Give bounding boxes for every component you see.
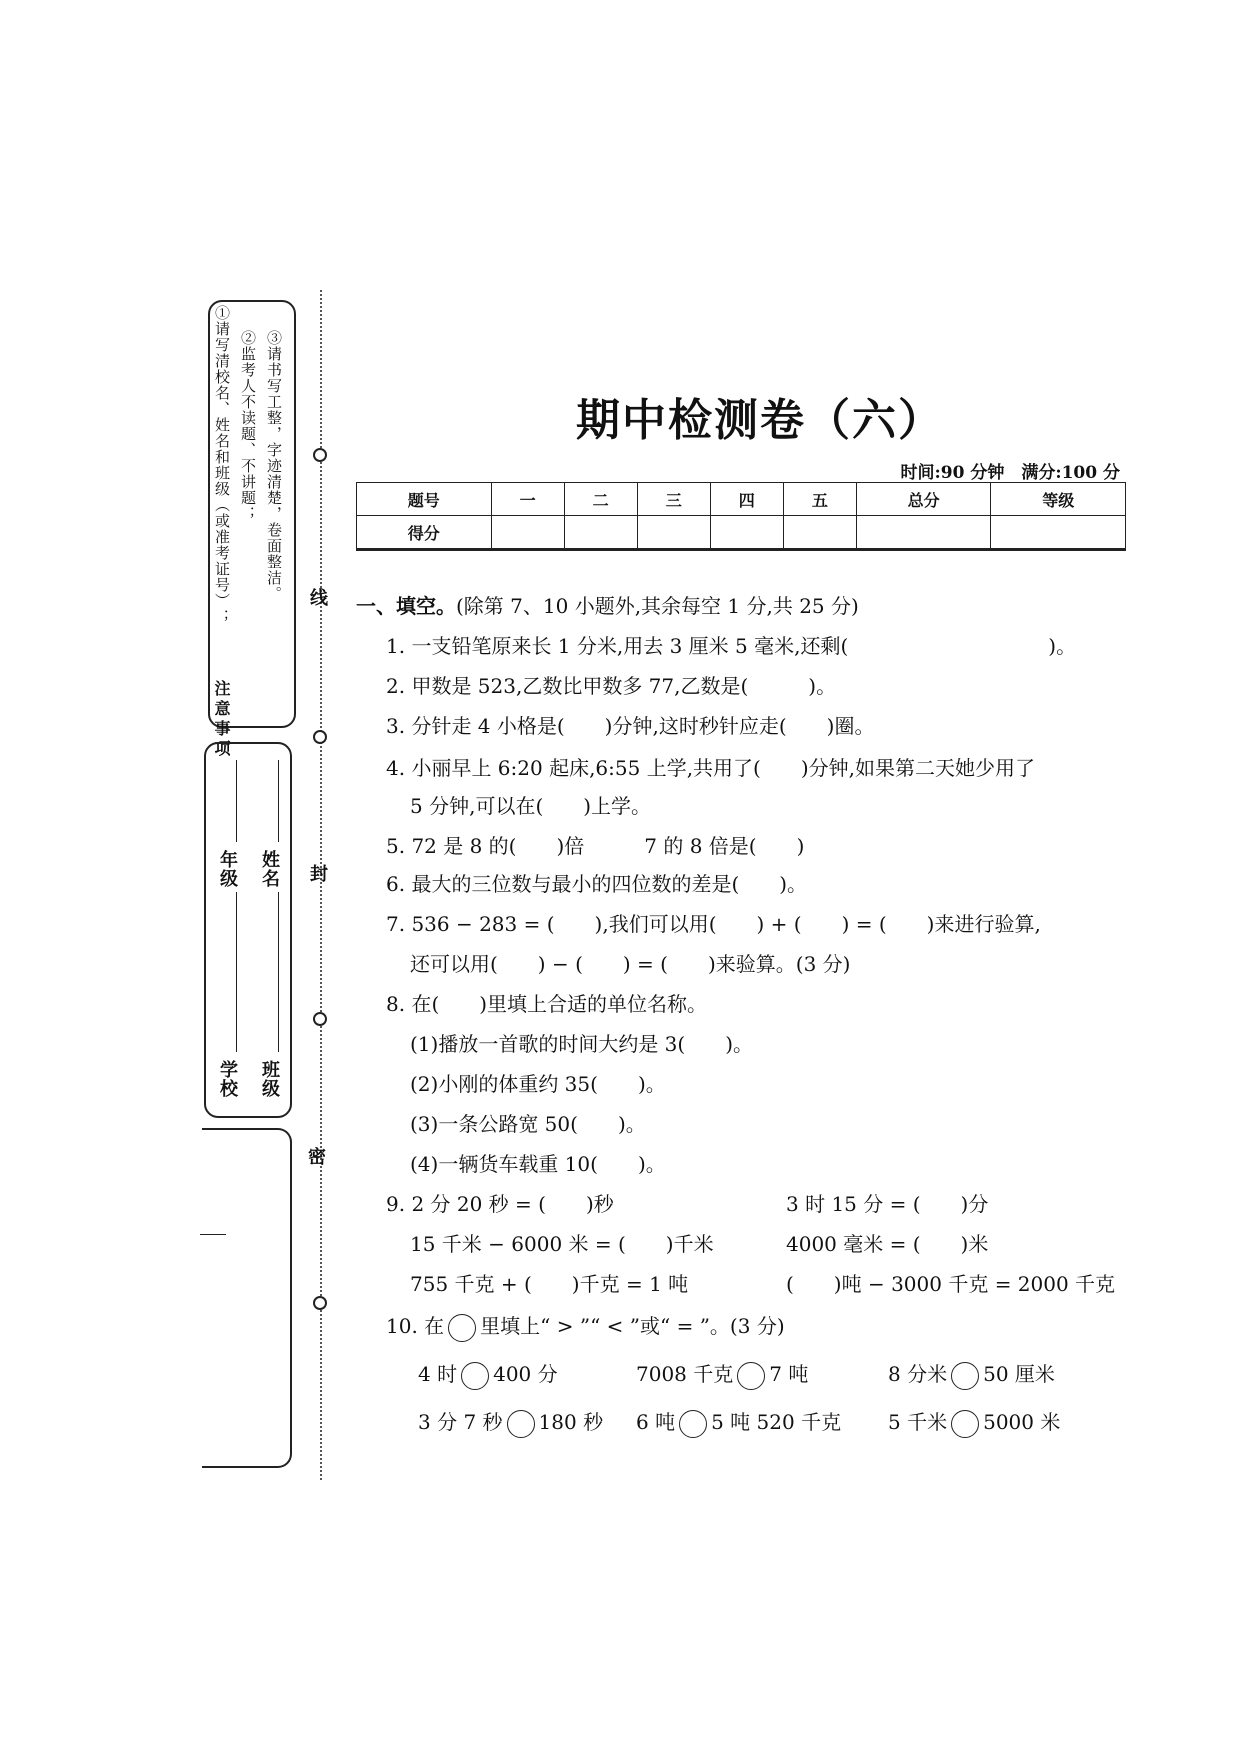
answer-circle[interactable] <box>461 1362 489 1390</box>
score-cell[interactable] <box>783 516 856 550</box>
section-1-heading: 一、填空。 <box>356 594 456 618</box>
question-1: 1. 一支铅笔原来长 1 分米,用去 3 厘米 5 毫米,还剩( )。 <box>386 634 1077 658</box>
compare-left: 4 时 <box>418 1362 458 1386</box>
question-7-line-2: 还可以用( ) − ( ) = ( )来验算。(3 分) <box>410 952 851 976</box>
score-cell[interactable] <box>637 516 710 550</box>
score-table-cell: 四 <box>710 483 783 516</box>
class-field[interactable] <box>278 892 279 1052</box>
compare-right: 50 厘米 <box>983 1362 1055 1386</box>
blank-box <box>202 1128 292 1468</box>
page-title: 期中检测卷（六） <box>576 395 944 446</box>
question-4-line-1: 4. 小丽早上 6:20 起床,6:55 上学,共用了( )分钟,如果第二天她少用了 <box>386 756 1036 780</box>
score-row-label: 得分 <box>357 516 492 550</box>
score-table-cell: 一 <box>491 483 564 516</box>
circle-icon <box>448 1314 476 1342</box>
score-table-cell: 二 <box>564 483 637 516</box>
compare-right: 7 吨 <box>769 1362 809 1386</box>
section-1-title <box>356 590 859 619</box>
note-2: ②监考人不读题、不讲题； <box>239 330 257 522</box>
score-table-cell: 三 <box>637 483 710 516</box>
question-9-1b: 3 时 15 分 = ( )分 <box>786 1192 989 1216</box>
seal-char-xian: 线 <box>310 588 328 609</box>
compare-right: 180 秒 <box>538 1410 604 1434</box>
school-field[interactable] <box>236 892 237 1052</box>
compare-right: 5000 米 <box>983 1410 1061 1434</box>
compare-left: 7008 千克 <box>636 1362 734 1386</box>
note-1: ①请写清校名、姓名和班级（或准考证号）； <box>213 305 231 625</box>
answer-circle[interactable] <box>679 1410 707 1438</box>
question-8-4: (4)一辆货车载重 10( )。 <box>410 1152 666 1176</box>
score-table-cell: 五 <box>783 483 856 516</box>
note-3: ③请书写工整，字迹清楚，卷面整洁。 <box>265 330 283 602</box>
score-table-header-row <box>357 483 1126 516</box>
section-1-note: (除第 7、10 小题外,其余每空 1 分,共 25 分) <box>456 594 859 618</box>
compare-right: 5 吨 520 千克 <box>711 1410 842 1434</box>
answer-circle[interactable] <box>507 1410 535 1438</box>
question-9-3a: 755 千克 + ( )千克 = 1 吨 <box>410 1272 689 1296</box>
score-table-cell: 总分 <box>856 483 991 516</box>
question-10 <box>386 1310 785 1342</box>
compare-item-3 <box>888 1358 1055 1390</box>
score-table <box>356 482 1126 551</box>
question-8-3: (3)一条公路宽 50( )。 <box>410 1112 646 1136</box>
compare-item-6 <box>888 1406 1060 1438</box>
answer-circle[interactable] <box>737 1362 765 1390</box>
question-2: 2. 甲数是 523,乙数比甲数多 77,乙数是( )。 <box>386 674 837 698</box>
score-cell[interactable] <box>710 516 783 550</box>
school-label: 学校 <box>217 1060 238 1098</box>
question-10-pre: 10. 在 <box>386 1314 445 1338</box>
question-8-1: (1)播放一首歌的时间大约是 3( )。 <box>410 1032 754 1056</box>
compare-item-4 <box>418 1406 603 1438</box>
score-cell[interactable] <box>491 516 564 550</box>
compare-left: 3 分 7 秒 <box>418 1410 503 1434</box>
score-table-cell: 题号 <box>357 483 492 516</box>
compare-item-2 <box>636 1358 808 1390</box>
score-cell[interactable] <box>856 516 991 550</box>
binding-hole <box>313 730 327 744</box>
binding-hole <box>313 1296 327 1310</box>
blank-underline <box>200 1234 226 1235</box>
question-8-2: (2)小刚的体重约 35( )。 <box>410 1072 666 1096</box>
question-7-line-1: 7. 536 − 283 = ( ),我们可以用( ) + ( ) = ( )来进行验算, <box>386 912 1041 936</box>
question-4-line-2: 5 分钟,可以在( )上学。 <box>410 794 652 818</box>
question-8: 8. 在( )里填上合适的单位名称。 <box>386 992 708 1016</box>
compare-left: 8 分米 <box>888 1362 948 1386</box>
question-9-1a: 9. 2 分 20 秒 = ( )秒 <box>386 1192 614 1216</box>
score-table-score-row <box>357 516 1126 550</box>
grade-field[interactable] <box>236 760 237 842</box>
name-field[interactable] <box>278 760 279 842</box>
binding-hole <box>313 1012 327 1026</box>
question-5: 5. 72 是 8 的( )倍 7 的 8 倍是( ) <box>386 834 805 858</box>
question-6: 6. 最大的三位数与最小的四位数的差是( )。 <box>386 872 808 896</box>
grade-label: 年级 <box>217 850 238 888</box>
score-table-cell: 等级 <box>991 483 1126 516</box>
exam-meta: 时间:90 分钟 满分:100 分 <box>900 463 1120 483</box>
question-3: 3. 分针走 4 小格是( )分钟,这时秒针应走( )圈。 <box>386 714 875 738</box>
class-label: 班级 <box>259 1060 280 1098</box>
question-9-2a: 15 千米 − 6000 米 = ( )千米 <box>410 1232 714 1256</box>
compare-left: 5 千米 <box>888 1410 948 1434</box>
score-cell[interactable] <box>991 516 1126 550</box>
name-label: 姓名 <box>259 850 280 888</box>
answer-circle[interactable] <box>951 1410 979 1438</box>
compare-left: 6 吨 <box>636 1410 676 1434</box>
question-9-2b: 4000 毫米 = ( )米 <box>786 1232 989 1256</box>
question-9-3b: ( )吨 − 3000 千克 = 2000 千克 <box>786 1272 1116 1296</box>
seal-char-feng: 封 <box>310 864 328 885</box>
compare-item-1 <box>418 1358 558 1390</box>
question-10-post: 里填上“ > ”“ < ”或“ = ”。(3 分) <box>480 1314 785 1338</box>
notes-heading: 注意事项 <box>212 680 231 760</box>
compare-right: 400 分 <box>493 1362 558 1386</box>
seal-char-mi: 密 <box>308 1147 326 1168</box>
answer-circle[interactable] <box>951 1362 979 1390</box>
binding-hole <box>313 448 327 462</box>
compare-item-5 <box>636 1406 841 1438</box>
score-cell[interactable] <box>564 516 637 550</box>
